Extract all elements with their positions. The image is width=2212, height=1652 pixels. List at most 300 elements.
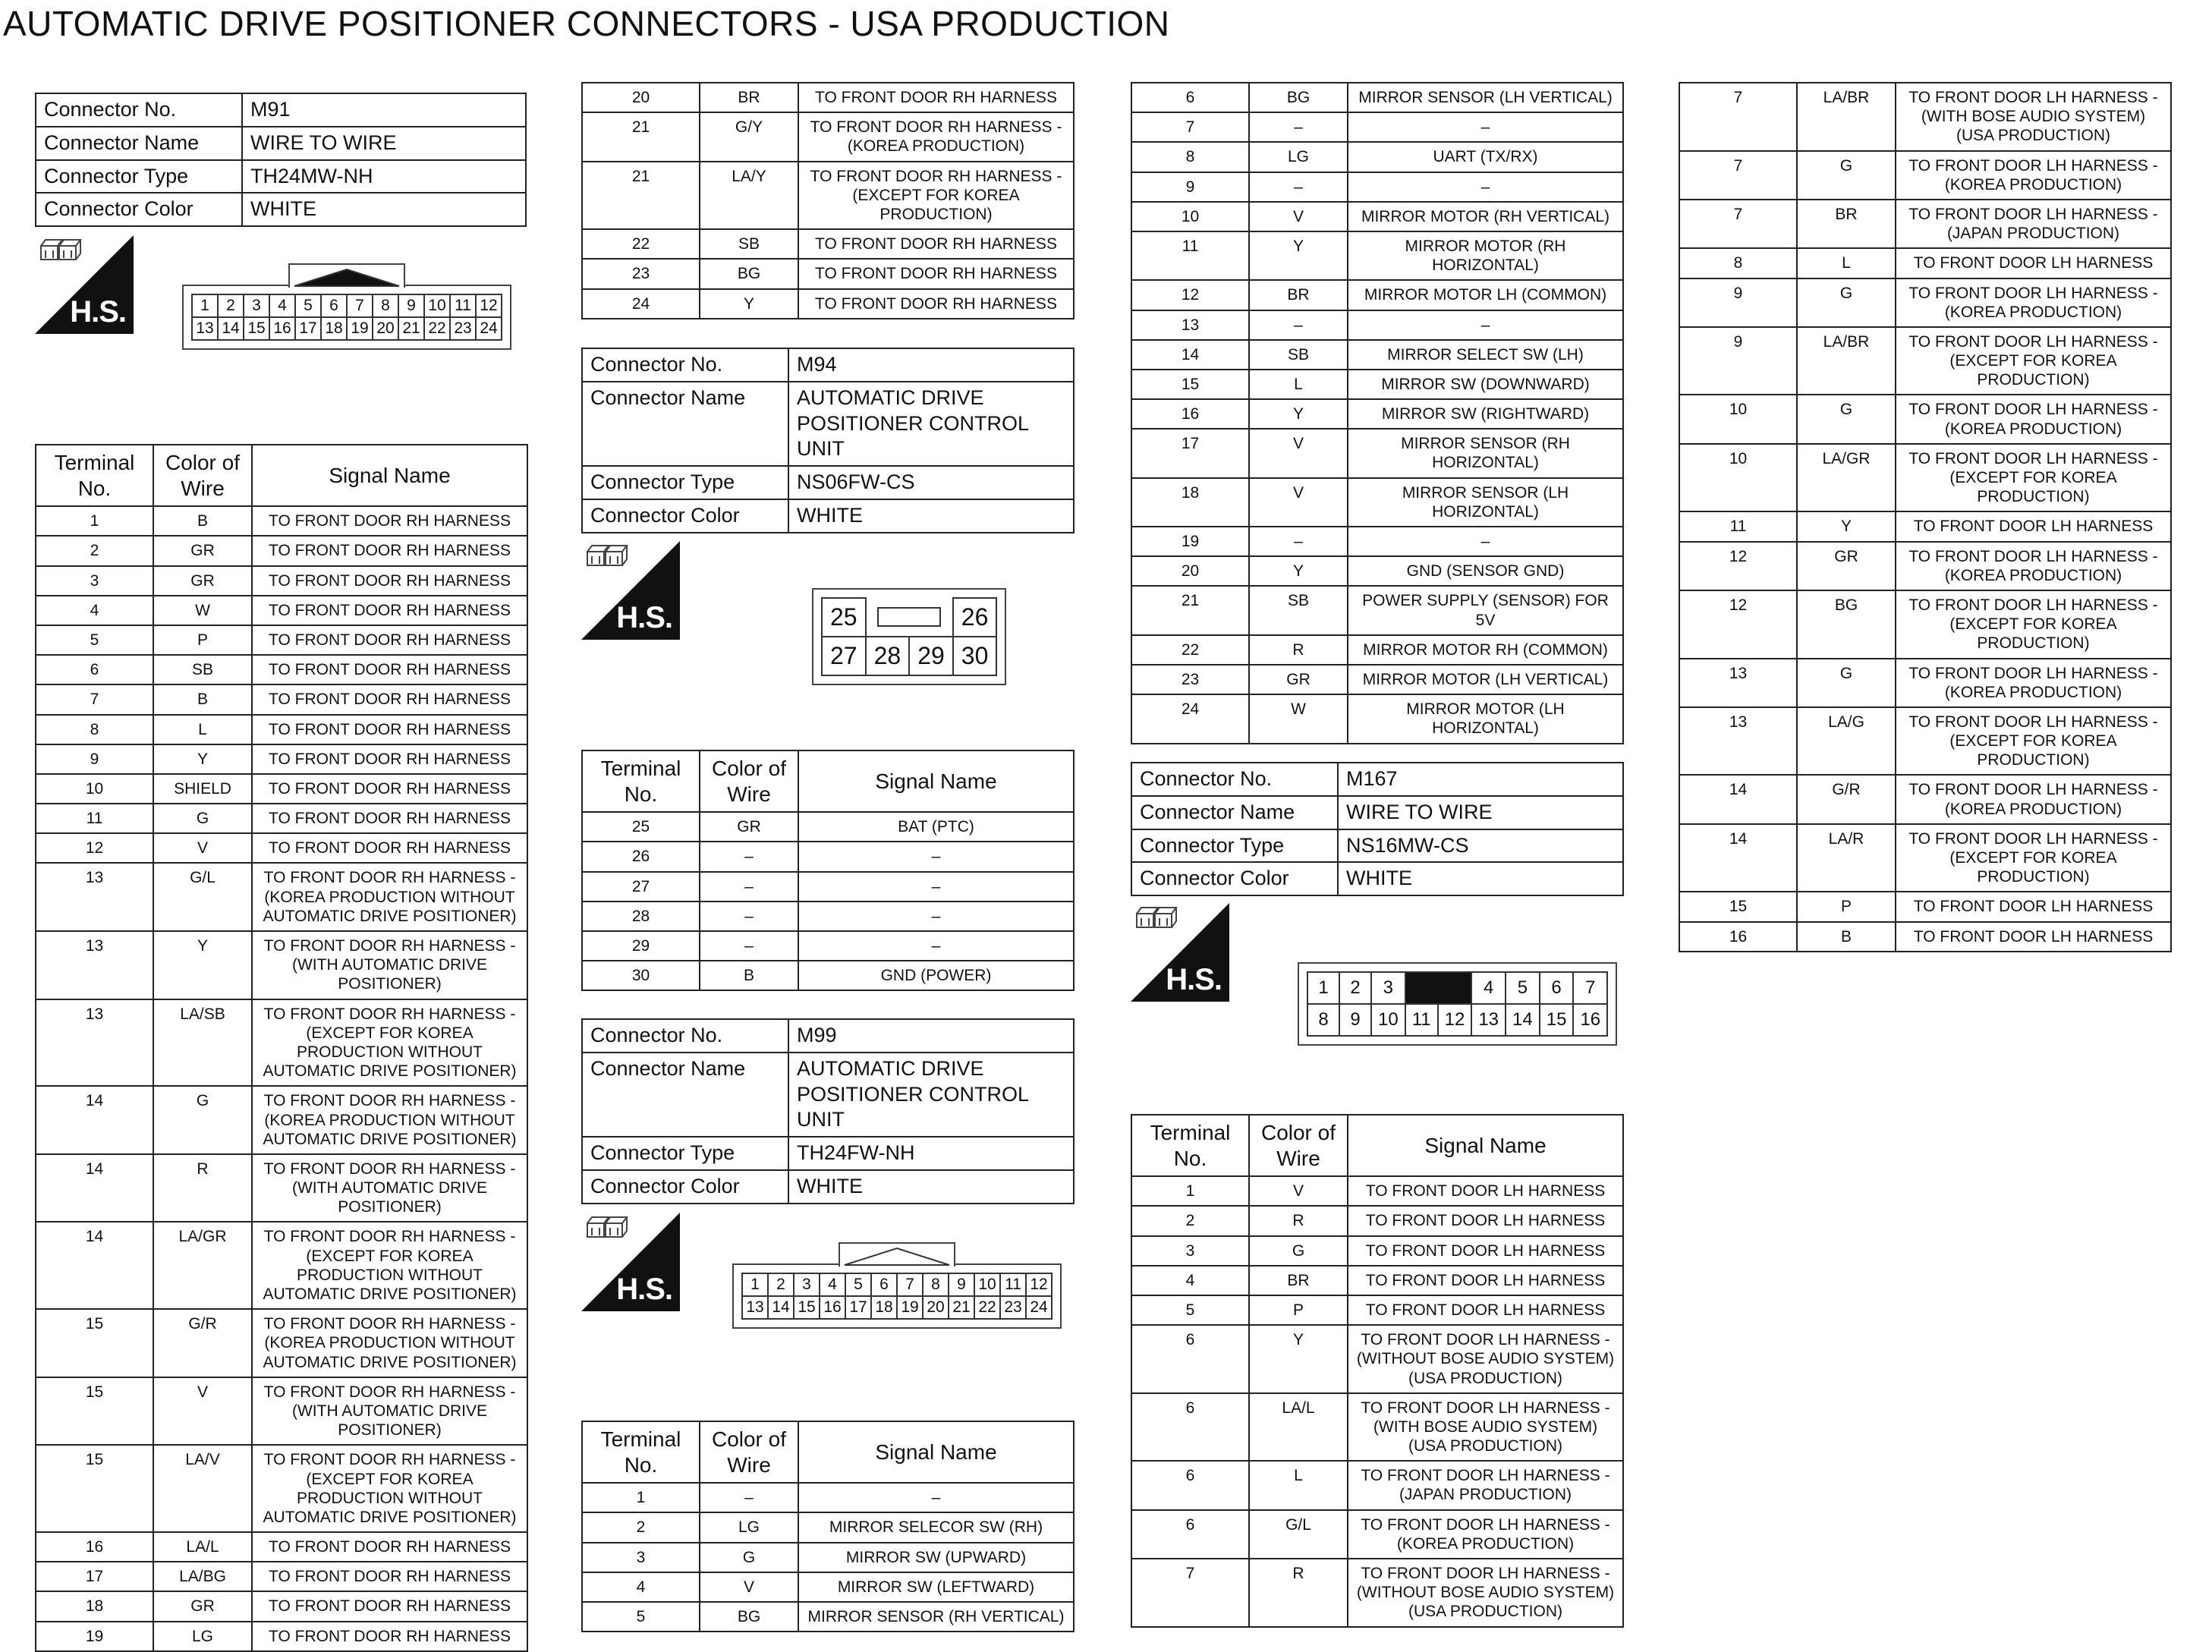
signal-name-cell: MIRROR MOTOR (RH HORIZONTAL) — [1348, 231, 1623, 280]
pin-cell: 9 — [1339, 1004, 1371, 1036]
table-row — [1131, 1559, 1623, 1627]
pin-cell: 7 — [347, 294, 373, 317]
info-row — [36, 160, 526, 194]
wire-color-cell: P — [1249, 1295, 1348, 1325]
pin-cell: 14 — [768, 1296, 794, 1319]
pin-cell: 5 — [295, 294, 321, 317]
terminal-cell: 1 — [1131, 1176, 1249, 1206]
table-row — [1131, 280, 1623, 310]
wire-color-cell: G — [1797, 395, 1896, 443]
terminal-header: Terminal No. — [582, 750, 700, 812]
table-row — [1679, 278, 2171, 327]
wire-color-cell: – — [700, 902, 798, 931]
info-row — [36, 127, 526, 160]
wire-color-cell: LG — [1249, 142, 1348, 171]
info-label: Connector Name — [582, 1053, 788, 1137]
signal-name-cell: TO FRONT DOOR RH HARNESS — [252, 833, 527, 863]
wire-color-cell: SB — [1249, 340, 1348, 370]
wire-color-cell: B — [153, 506, 252, 536]
signal-name-cell: TO FRONT DOOR RH HARNESS - (KOREA PRODUCTION WITHOUT AUTOMATIC DRIVE POSITIONER) — [252, 1309, 527, 1377]
table-row — [1679, 200, 2171, 248]
wire-color-cell: – — [700, 872, 798, 902]
pin-cell: 29 — [909, 637, 953, 675]
table-row — [36, 684, 527, 714]
table-row — [36, 566, 527, 596]
wire-color-cell: V — [1249, 202, 1348, 231]
signal-name-cell: MIRROR SW (DOWNWARD) — [1348, 370, 1623, 399]
signal-name-cell: TO FRONT DOOR LH HARNESS — [1896, 248, 2171, 278]
wire-color-cell: LG — [700, 1512, 798, 1542]
wire-color-cell: V — [1249, 478, 1348, 527]
info-value: WIRE TO WIRE — [242, 127, 526, 160]
pin-cell: 17 — [845, 1296, 871, 1319]
table-row — [1679, 659, 2171, 707]
pin-cell: 10 — [974, 1273, 1000, 1296]
signal-header: Signal Name — [252, 445, 527, 506]
pin-cell: 6 — [1540, 972, 1574, 1004]
pin-cell: 10 — [424, 294, 450, 317]
terminal-cell: 9 — [1131, 172, 1249, 202]
terminal-cell: 15 — [1679, 892, 1797, 921]
signal-name-cell: TO FRONT DOOR LH HARNESS — [1348, 1266, 1623, 1295]
terminal-cell: 2 — [1131, 1206, 1249, 1235]
signal-name-cell: TO FRONT DOOR LH HARNESS - (WITH BOSE AUDIO SYSTEM) (USA PRODUCTION) — [1896, 83, 2171, 151]
info-value: TH24FW-NH — [788, 1137, 1074, 1170]
terminal-header: Terminal No. — [582, 1421, 700, 1483]
table-row — [1131, 1206, 1623, 1235]
wire-color-cell: SB — [153, 655, 252, 684]
wire-color-cell: R — [1249, 1559, 1348, 1627]
info-label: Connector Type — [582, 466, 788, 499]
terminal-cell: 13 — [1131, 310, 1249, 340]
info-label: Connector Name — [1131, 796, 1338, 829]
info-value: M167 — [1338, 763, 1623, 796]
signal-name-cell: TO FRONT DOOR RH HARNESS - (WITH AUTOMATIC DRIVE POSITIONER) — [252, 1377, 527, 1446]
terminal-cell: 19 — [1131, 527, 1249, 556]
signal-name-cell: – — [798, 931, 1074, 961]
terminal-header: Terminal No. — [36, 445, 153, 506]
wire-color-cell: GR — [153, 1591, 252, 1621]
table-row — [582, 902, 1074, 931]
signal-name-cell: TO FRONT DOOR RH HARNESS — [798, 289, 1074, 319]
wire-color-cell: Y — [1249, 399, 1348, 429]
signal-name-cell: TO FRONT DOOR LH HARNESS - (KOREA PRODUCTION) — [1896, 278, 2171, 327]
pin-cell: 5 — [845, 1273, 871, 1296]
wire-color-cell: G — [1797, 151, 1896, 200]
terminal-cell: 15 — [1131, 370, 1249, 399]
wire-color-cell: – — [1249, 172, 1348, 202]
table-row — [36, 744, 527, 774]
signal-name-cell: TO FRONT DOOR LH HARNESS - (KOREA PRODUCTION) — [1896, 542, 2171, 590]
signal-name-cell: TO FRONT DOOR RH HARNESS - (KOREA PRODUCTION WITHOUT AUTOMATIC DRIVE POSITIONER) — [252, 863, 527, 931]
table-row — [36, 715, 527, 744]
pin-cell: 8 — [373, 294, 398, 317]
terminal-cell: 12 — [1131, 280, 1249, 310]
terminal-cell: 6 — [1131, 1461, 1249, 1509]
pin-cell: 16 — [269, 317, 295, 340]
table-row — [582, 162, 1074, 230]
table-header-row — [582, 750, 1074, 812]
table-row — [1131, 340, 1623, 370]
pin-cell: 24 — [1026, 1296, 1052, 1319]
table-row — [1131, 1510, 1623, 1559]
terminal-cell: 2 — [36, 536, 153, 565]
wire-color-cell: LA/G — [1797, 707, 1896, 776]
pin-cell: 4 — [1471, 972, 1506, 1004]
signal-name-cell: MIRROR SENSOR (RH VERTICAL) — [798, 1602, 1074, 1632]
terminal-cell: 29 — [582, 931, 700, 961]
info-row — [36, 93, 526, 127]
connector-latch-icon — [839, 1242, 955, 1267]
wire-color-cell: BG — [700, 259, 798, 288]
terminal-cell: 14 — [1679, 775, 1797, 823]
pin-cell: 6 — [871, 1273, 897, 1296]
signal-name-cell: TO FRONT DOOR RH HARNESS - (WITH AUTOMATIC DRIVE POSITIONER) — [252, 931, 527, 999]
info-value: TH24MW-NH — [242, 160, 526, 194]
table-row — [1131, 83, 1623, 112]
wire-color-cell: R — [1249, 1206, 1348, 1235]
info-label: Connector Type — [1131, 829, 1338, 863]
info-value: NS16MW-CS — [1338, 829, 1623, 863]
pin-key-slot — [866, 598, 953, 637]
terminal-cell: 18 — [1131, 478, 1249, 527]
table-row — [582, 1483, 1074, 1512]
info-row — [1131, 862, 1623, 895]
m99-pin-diagram — [732, 1263, 1062, 1329]
pin-cell: 22 — [974, 1296, 1000, 1319]
wire-color-cell: BR — [1249, 280, 1348, 310]
signal-name-cell: TO FRONT DOOR RH HARNESS - (WITH AUTOMATIC DRIVE POSITIONER) — [252, 1154, 527, 1222]
page-title: AUTOMATIC DRIVE POSITIONER CONNECTORS - USA PRODUCTION — [3, 4, 1170, 43]
signal-name-cell: BAT (PTC) — [798, 812, 1074, 842]
table-row — [1131, 142, 1623, 171]
signal-name-cell: TO FRONT DOOR RH HARNESS — [252, 684, 527, 714]
connector-latch-icon — [288, 263, 405, 288]
wire-color-cell: W — [1249, 694, 1348, 743]
wire-color-cell: Y — [1797, 511, 1896, 541]
table-header-row — [36, 445, 527, 506]
info-value: M91 — [242, 93, 526, 127]
pin-cell: 27 — [822, 637, 866, 675]
pin-cell: 15 — [794, 1296, 820, 1319]
pin-cell: 25 — [822, 598, 866, 637]
wire-color-cell: BR — [1249, 1266, 1348, 1295]
signal-name-cell: MIRROR SENSOR (LH HORIZONTAL) — [1348, 478, 1623, 527]
terminal-cell: 4 — [582, 1572, 700, 1602]
wire-color-cell: L — [1249, 1461, 1348, 1509]
wire-color-cell: L — [1249, 370, 1348, 399]
wire-color-cell: L — [153, 715, 252, 744]
m167-terminal-table-continued — [1679, 82, 2172, 952]
signal-name-cell: POWER SUPPLY (SENSOR) FOR 5V — [1348, 586, 1623, 634]
pin-table — [821, 597, 997, 676]
wire-color-cell: LG — [153, 1622, 252, 1651]
table-row — [1679, 151, 2171, 200]
table-row — [1131, 202, 1623, 231]
wire-color-cell: G/L — [1249, 1510, 1348, 1559]
signal-name-cell: TO FRONT DOOR LH HARNESS - (KOREA PRODUCTION) — [1896, 151, 2171, 200]
table-row — [582, 1572, 1074, 1602]
wire-color-cell: GR — [153, 536, 252, 565]
wire-color-cell: G — [153, 1086, 252, 1154]
signal-name-cell: TO FRONT DOOR RH HARNESS - (EXCEPT FOR KOREA PRODUCTION WITHOUT AUTOMATIC DRIVE POSITIONER) — [252, 999, 527, 1087]
m167-pin-diagram — [1298, 962, 1617, 1046]
terminal-cell: 6 — [36, 655, 153, 684]
info-label: Connector No. — [1131, 763, 1338, 796]
terminal-cell: 14 — [1679, 824, 1797, 892]
table-row — [36, 1562, 527, 1591]
signal-name-cell: – — [798, 1483, 1074, 1512]
wire-color-cell: GR — [153, 566, 252, 596]
signal-header: Signal Name — [798, 750, 1074, 812]
signal-name-cell: MIRROR MOTOR LH (COMMON) — [1348, 280, 1623, 310]
pin-cell: 8 — [923, 1273, 949, 1296]
color-header: Color of Wire — [700, 750, 798, 812]
pin-cell: 12 — [1026, 1273, 1052, 1296]
wire-color-cell: LA/BR — [1797, 327, 1896, 395]
terminal-cell: 9 — [1679, 278, 1797, 327]
pin-cell: 21 — [398, 317, 424, 340]
pin-cell: 23 — [1000, 1296, 1026, 1319]
terminal-cell: 6 — [1131, 83, 1249, 112]
table-row — [1131, 665, 1623, 694]
pin-cell: 2 — [218, 294, 244, 317]
terminal-cell: 23 — [1131, 665, 1249, 694]
m167-info-table — [1131, 762, 1624, 896]
table-row — [582, 931, 1074, 961]
signal-name-cell: TO FRONT DOOR RH HARNESS — [252, 774, 527, 804]
table-row — [582, 229, 1074, 259]
wire-color-cell: SB — [700, 229, 798, 259]
terminal-cell: 8 — [1131, 142, 1249, 171]
table-row — [1679, 395, 2171, 443]
table-row — [1679, 327, 2171, 395]
signal-name-cell: TO FRONT DOOR RH HARNESS — [798, 83, 1074, 112]
info-label: Connector Type — [36, 160, 242, 194]
pin-cell: 8 — [1307, 1004, 1339, 1036]
wire-color-cell: V — [153, 1377, 252, 1446]
terminal-cell: 11 — [1131, 231, 1249, 280]
wire-color-cell: V — [1249, 429, 1348, 477]
signal-name-cell: MIRROR MOTOR (RH VERTICAL) — [1348, 202, 1623, 231]
terminal-cell: 5 — [582, 1602, 700, 1632]
terminal-cell: 5 — [36, 625, 153, 655]
pin-cell: 11 — [450, 294, 476, 317]
pin-cell: 21 — [949, 1296, 974, 1319]
terminal-cell: 7 — [36, 684, 153, 714]
wire-color-cell: – — [700, 931, 798, 961]
signal-name-cell: TO FRONT DOOR LH HARNESS — [1348, 1176, 1623, 1206]
terminal-cell: 17 — [1131, 429, 1249, 477]
terminal-cell: 12 — [1679, 542, 1797, 590]
pin-cell: 1 — [742, 1273, 768, 1296]
pin-cell: 1 — [192, 294, 218, 317]
terminal-cell: 2 — [582, 1512, 700, 1542]
signal-header: Signal Name — [798, 1421, 1074, 1483]
signal-name-cell: TO FRONT DOOR LH HARNESS — [1896, 892, 2171, 921]
wire-color-cell: Y — [1249, 1325, 1348, 1393]
table-row — [36, 863, 527, 931]
info-label: Connector Color — [36, 193, 242, 226]
pin-cell: 9 — [398, 294, 424, 317]
wire-color-cell: GR — [1249, 665, 1348, 694]
signal-name-cell: GND (POWER) — [798, 961, 1074, 990]
terminal-cell: 24 — [582, 289, 700, 319]
wire-color-cell: B — [1797, 922, 1896, 952]
table-row — [1131, 1266, 1623, 1295]
wire-color-cell: B — [153, 684, 252, 714]
terminal-cell: 16 — [36, 1532, 153, 1562]
terminal-cell: 13 — [36, 931, 153, 999]
signal-name-cell: MIRROR SW (UPWARD) — [798, 1543, 1074, 1572]
signal-name-cell: MIRROR SELECT SW (LH) — [1348, 340, 1623, 370]
signal-name-cell: – — [798, 842, 1074, 871]
pin-cell: 17 — [295, 317, 321, 340]
pin-cell: 11 — [1000, 1273, 1026, 1296]
signal-name-cell: MIRROR SENSOR (LH VERTICAL) — [1348, 83, 1623, 112]
terminal-cell: 20 — [582, 83, 700, 112]
signal-name-cell: TO FRONT DOOR RH HARNESS — [252, 1532, 527, 1562]
signal-name-cell: MIRROR MOTOR (LH HORIZONTAL) — [1348, 694, 1623, 743]
pin-cell: 28 — [866, 637, 910, 675]
pin-cell: 22 — [424, 317, 450, 340]
table-row — [1131, 112, 1623, 142]
signal-name-cell: TO FRONT DOOR LH HARNESS — [1348, 1295, 1623, 1325]
pin-cell: 1 — [1307, 972, 1339, 1004]
m99-info-table — [581, 1018, 1075, 1204]
pin-cell: 12 — [1438, 1004, 1472, 1036]
wire-color-cell: G/R — [153, 1309, 252, 1377]
pin-cell: 13 — [1471, 1004, 1506, 1036]
info-value: WHITE — [788, 1170, 1074, 1204]
pin-cell: 26 — [953, 598, 997, 637]
wire-color-cell: LA/GR — [1797, 444, 1896, 512]
table-row — [1679, 542, 2171, 590]
terminal-cell: 1 — [582, 1483, 700, 1512]
wire-color-cell: LA/BG — [153, 1562, 252, 1591]
wire-color-cell: L — [1797, 248, 1896, 278]
pin-cell: 10 — [1371, 1004, 1405, 1036]
table-row — [1131, 1236, 1623, 1266]
signal-name-cell: – — [1348, 527, 1623, 556]
wire-color-cell: R — [1249, 635, 1348, 665]
table-row — [36, 506, 527, 536]
wire-color-cell: LA/L — [153, 1532, 252, 1562]
terminal-cell: 30 — [582, 961, 700, 990]
wire-color-cell: V — [1249, 1176, 1348, 1206]
terminal-cell: 6 — [1131, 1325, 1249, 1393]
info-row — [582, 1053, 1074, 1137]
wire-color-cell: LA/L — [1249, 1393, 1348, 1462]
info-label: Connector Color — [582, 499, 788, 533]
signal-name-cell: TO FRONT DOOR RH HARNESS — [252, 715, 527, 744]
terminal-cell: 26 — [582, 842, 700, 871]
pin-cell: 15 — [1540, 1004, 1574, 1036]
table-row — [36, 596, 527, 625]
terminal-cell: 21 — [582, 112, 700, 161]
signal-name-cell: TO FRONT DOOR RH HARNESS — [252, 1562, 527, 1591]
m99-terminal-table — [581, 1421, 1075, 1632]
signal-name-cell: GND (SENSOR GND) — [1348, 556, 1623, 586]
table-row — [1131, 1325, 1623, 1393]
info-value: WHITE — [788, 499, 1074, 533]
signal-name-cell: MIRROR SW (LEFTWARD) — [798, 1572, 1074, 1602]
table-row — [1131, 556, 1623, 586]
terminal-cell: 12 — [1679, 590, 1797, 659]
m91-hs-badge — [35, 229, 134, 334]
signal-name-cell: TO FRONT DOOR LH HARNESS — [1348, 1206, 1623, 1235]
m91-pin-diagram — [182, 285, 511, 350]
wire-color-cell: Y — [1249, 231, 1348, 280]
m91-connector-block — [35, 93, 527, 227]
terminal-cell: 13 — [1679, 707, 1797, 776]
m99-terminal-table-continued — [1131, 82, 1624, 744]
signal-name-cell: – — [1348, 112, 1623, 142]
wire-color-cell: LA/BR — [1797, 83, 1896, 151]
pin-cell: 2 — [1339, 972, 1371, 1004]
terminal-cell: 14 — [36, 1222, 153, 1309]
signal-name-cell: TO FRONT DOOR RH HARNESS - (EXCEPT FOR KOREA PRODUCTION WITHOUT AUTOMATIC DRIVE POSITIONER) — [252, 1222, 527, 1309]
pin-table — [1307, 971, 1608, 1037]
terminal-cell: 14 — [1131, 340, 1249, 370]
wire-color-cell: Y — [1249, 556, 1348, 586]
terminal-cell: 7 — [1679, 83, 1797, 151]
wire-color-cell: BG — [700, 1602, 798, 1632]
table-row — [36, 1532, 527, 1562]
table-row — [1131, 429, 1623, 477]
info-value: AUTOMATIC DRIVE POSITIONER CONTROL UNIT — [788, 382, 1074, 466]
table-row — [36, 1445, 527, 1532]
signal-name-cell: MIRROR SW (RIGHTWARD) — [1348, 399, 1623, 429]
pin-cell: 2 — [768, 1273, 794, 1296]
wire-color-cell: G — [1797, 278, 1896, 327]
terminal-cell: 9 — [1679, 327, 1797, 395]
hs-badge-icon — [35, 235, 134, 334]
info-row — [582, 1170, 1074, 1204]
info-row — [582, 382, 1074, 466]
wire-color-cell: LA/V — [153, 1445, 252, 1532]
signal-name-cell: TO FRONT DOOR RH HARNESS — [252, 804, 527, 833]
signal-name-cell: TO FRONT DOOR LH HARNESS — [1896, 922, 2171, 952]
table-row — [1131, 694, 1623, 743]
table-row — [1131, 1461, 1623, 1509]
terminal-cell: 7 — [1679, 200, 1797, 248]
terminal-cell: 22 — [1131, 635, 1249, 665]
wire-color-cell: BG — [1249, 83, 1348, 112]
info-row — [582, 499, 1074, 533]
pin-cell: 24 — [476, 317, 502, 340]
info-label: Connector No. — [36, 93, 242, 127]
info-row — [1131, 763, 1623, 796]
table-row — [582, 812, 1074, 842]
pin-cell: 13 — [742, 1296, 768, 1319]
pin-cell: 16 — [1573, 1004, 1607, 1036]
signal-name-cell: TO FRONT DOOR RH HARNESS — [798, 259, 1074, 288]
table-row — [1679, 707, 2171, 776]
table-row — [582, 872, 1074, 902]
m94-pin-diagram — [812, 588, 1006, 685]
signal-name-cell: TO FRONT DOOR LH HARNESS - (EXCEPT FOR KOREA PRODUCTION) — [1896, 327, 2171, 395]
signal-name-cell: TO FRONT DOOR LH HARNESS - (WITHOUT BOSE AUDIO SYSTEM) (USA PRODUCTION) — [1348, 1325, 1623, 1393]
wire-color-cell: G — [700, 1543, 798, 1572]
m167-terminal-table — [1131, 1114, 1624, 1628]
terminal-cell: 21 — [1131, 586, 1249, 634]
terminal-cell: 28 — [582, 902, 700, 931]
color-header: Color of Wire — [153, 445, 252, 506]
table-row — [36, 1622, 527, 1651]
table-header-row — [1131, 1115, 1623, 1176]
m99-hs-badge — [581, 1207, 680, 1311]
